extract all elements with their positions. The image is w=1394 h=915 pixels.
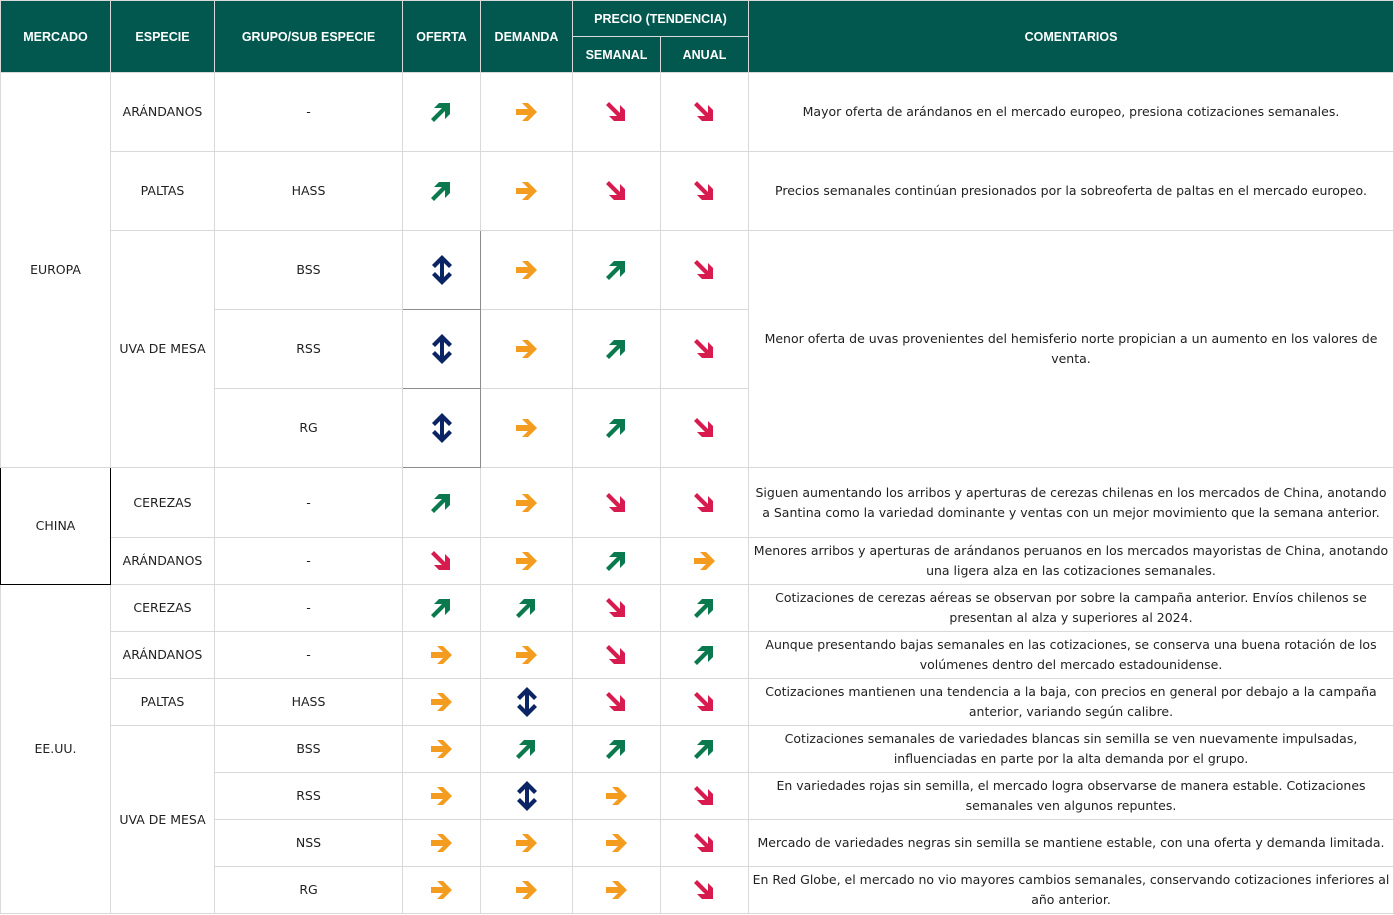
down-arrow-icon xyxy=(429,548,455,574)
demanda-cell xyxy=(481,231,573,310)
grupo-cell: BSS xyxy=(215,726,403,773)
oferta-cell xyxy=(403,468,481,538)
down-arrow-icon xyxy=(604,595,630,621)
demanda-cell xyxy=(481,73,573,152)
up-arrow-icon xyxy=(604,336,630,362)
right-arrow-icon xyxy=(429,877,455,903)
down-arrow-icon xyxy=(692,830,718,856)
up-down-arrow-icon xyxy=(429,412,455,444)
header-comentarios: COMENTARIOS xyxy=(749,1,1394,73)
comentario-cell: Mayor oferta de arándanos en el mercado europeo, presiona cotizaciones semanales. xyxy=(749,73,1394,152)
header-grupo: GRUPO/SUB ESPECIE xyxy=(215,1,403,73)
especie-cell: ARÁNDANOS xyxy=(111,538,215,585)
right-arrow-icon xyxy=(604,877,630,903)
down-arrow-icon xyxy=(692,257,718,283)
right-arrow-icon xyxy=(429,689,455,715)
especie-cell: CEREZAS xyxy=(111,585,215,632)
grupo-cell: - xyxy=(215,632,403,679)
up-arrow-icon xyxy=(429,595,455,621)
semanal-cell xyxy=(573,538,661,585)
demanda-cell xyxy=(481,585,573,632)
comentario-cell: Menor oferta de uvas provenientes del hemisferio norte propician a un aumento en los valores de venta. xyxy=(749,231,1394,468)
header-anual: ANUAL xyxy=(661,37,749,73)
table-row xyxy=(1,632,1394,679)
right-arrow-icon xyxy=(514,336,540,362)
comentario-cell: Cotizaciones de cerezas aéreas se observan por sobre la campaña anterior. Envíos chilenos se presentan al alza y superiores al 2024. xyxy=(749,585,1394,632)
table-row xyxy=(1,152,1394,231)
right-arrow-icon xyxy=(514,642,540,668)
anual-cell xyxy=(661,389,749,468)
header-semanal: SEMANAL xyxy=(573,37,661,73)
right-arrow-icon xyxy=(514,257,540,283)
comentario-cell: En Red Globe, el mercado no vio mayores cambios semanales, conservando cotizaciones inferiores al año anterior. xyxy=(749,867,1394,914)
grupo-cell: - xyxy=(215,468,403,538)
demanda-cell xyxy=(481,773,573,820)
up-down-arrow-icon xyxy=(429,333,455,365)
up-arrow-icon xyxy=(604,257,630,283)
semanal-cell xyxy=(573,152,661,231)
anual-cell xyxy=(661,820,749,867)
especie-cell: ARÁNDANOS xyxy=(111,632,215,679)
table-row xyxy=(1,585,1394,632)
anual-cell xyxy=(661,585,749,632)
market-china: CHINA xyxy=(1,468,111,585)
anual-cell xyxy=(661,468,749,538)
anual-cell xyxy=(661,231,749,310)
up-arrow-icon xyxy=(692,642,718,668)
demanda-cell xyxy=(481,152,573,231)
oferta-cell xyxy=(403,773,481,820)
especie-cell: UVA DE MESA xyxy=(111,231,215,468)
semanal-cell xyxy=(573,468,661,538)
oferta-cell xyxy=(403,310,481,389)
semanal-cell xyxy=(573,73,661,152)
right-arrow-icon xyxy=(429,783,455,809)
header-demanda: DEMANDA xyxy=(481,1,573,73)
comentario-cell: Cotizaciones mantienen una tendencia a la baja, con precios en general por debajo a la campaña anterior, variando según calibre. xyxy=(749,679,1394,726)
grupo-cell: - xyxy=(215,73,403,152)
oferta-cell xyxy=(403,73,481,152)
up-arrow-icon xyxy=(429,490,455,516)
anual-cell xyxy=(661,152,749,231)
header-mercado: MERCADO xyxy=(1,1,111,73)
right-arrow-icon xyxy=(514,830,540,856)
down-arrow-icon xyxy=(604,490,630,516)
down-arrow-icon xyxy=(604,178,630,204)
market-eeuu: EE.UU. xyxy=(1,585,111,914)
semanal-cell xyxy=(573,820,661,867)
comentario-cell: Menores arribos y aperturas de arándanos peruanos en los mercados mayoristas de China, anotando una ligera alza en las cotizaciones semanales. xyxy=(749,538,1394,585)
header-oferta: OFERTA xyxy=(403,1,481,73)
up-arrow-icon xyxy=(429,178,455,204)
header-precio: PRECIO (TENDENCIA) xyxy=(573,1,749,37)
comentario-cell: Precios semanales continúan presionados por la sobreoferta de paltas en el mercado europeo. xyxy=(749,152,1394,231)
up-arrow-icon xyxy=(692,736,718,762)
comentario-cell: Cotizaciones semanales de variedades blancas sin semilla se ven nuevamente impulsadas, influenciadas en parte por la alta demanda por el grupo. xyxy=(749,726,1394,773)
comentario-cell: Aunque presentando bajas semanales en las cotizaciones, se conserva una buena rotación de los volúmenes dentro del mercado estadounidense. xyxy=(749,632,1394,679)
semanal-cell xyxy=(573,585,661,632)
grupo-cell: - xyxy=(215,538,403,585)
right-arrow-icon xyxy=(604,783,630,809)
right-arrow-icon xyxy=(429,736,455,762)
anual-cell xyxy=(661,679,749,726)
grupo-cell: RG xyxy=(215,867,403,914)
down-arrow-icon xyxy=(692,783,718,809)
down-arrow-icon xyxy=(692,877,718,903)
semanal-cell xyxy=(573,867,661,914)
market-europa: EUROPA xyxy=(1,73,111,468)
oferta-cell xyxy=(403,585,481,632)
right-arrow-icon xyxy=(514,99,540,125)
semanal-cell xyxy=(573,726,661,773)
oferta-cell xyxy=(403,231,481,310)
demanda-cell xyxy=(481,310,573,389)
demanda-cell xyxy=(481,726,573,773)
right-arrow-icon xyxy=(429,830,455,856)
semanal-cell xyxy=(573,679,661,726)
anual-cell xyxy=(661,773,749,820)
grupo-cell: RSS xyxy=(215,310,403,389)
semanal-cell xyxy=(573,632,661,679)
down-arrow-icon xyxy=(604,99,630,125)
semanal-cell xyxy=(573,310,661,389)
oferta-cell xyxy=(403,679,481,726)
demanda-cell xyxy=(481,468,573,538)
comentario-cell: En variedades rojas sin semilla, el mercado logra observarse de manera estable. Cotizaciones semanales ven algunos repuntes. xyxy=(749,773,1394,820)
anual-cell xyxy=(661,310,749,389)
especie-cell: ARÁNDANOS xyxy=(111,73,215,152)
down-arrow-icon xyxy=(692,99,718,125)
oferta-cell xyxy=(403,726,481,773)
especie-cell: CEREZAS xyxy=(111,468,215,538)
down-arrow-icon xyxy=(604,642,630,668)
comentario-cell: Siguen aumentando los arribos y aperturas de cerezas chilenas en los mercados de China, anotando a Santina como la variedad dominante y ventas con un mejor movimiento que la semana anterior. xyxy=(749,468,1394,538)
especie-cell: UVA DE MESA xyxy=(111,726,215,914)
anual-cell xyxy=(661,73,749,152)
anual-cell xyxy=(661,867,749,914)
oferta-cell xyxy=(403,632,481,679)
down-arrow-icon xyxy=(692,689,718,715)
demanda-cell xyxy=(481,867,573,914)
grupo-cell: RSS xyxy=(215,773,403,820)
comentario-cell: Mercado de variedades negras sin semilla se mantiene estable, con una oferta y demanda limitada. xyxy=(749,820,1394,867)
table-row xyxy=(1,231,1394,310)
up-arrow-icon xyxy=(604,548,630,574)
anual-cell xyxy=(661,726,749,773)
up-arrow-icon xyxy=(604,736,630,762)
grupo-cell: RG xyxy=(215,389,403,468)
anual-cell xyxy=(661,538,749,585)
demanda-cell xyxy=(481,632,573,679)
up-down-arrow-icon xyxy=(514,686,540,718)
grupo-cell: BSS xyxy=(215,231,403,310)
demanda-cell xyxy=(481,538,573,585)
demanda-cell xyxy=(481,389,573,468)
down-arrow-icon xyxy=(604,689,630,715)
grupo-cell: HASS xyxy=(215,679,403,726)
oferta-cell xyxy=(403,152,481,231)
up-arrow-icon xyxy=(692,595,718,621)
oferta-cell xyxy=(403,538,481,585)
semanal-cell xyxy=(573,773,661,820)
demanda-cell xyxy=(481,820,573,867)
grupo-cell: HASS xyxy=(215,152,403,231)
oferta-cell xyxy=(403,389,481,468)
down-arrow-icon xyxy=(692,336,718,362)
semanal-cell xyxy=(573,231,661,310)
down-arrow-icon xyxy=(692,178,718,204)
right-arrow-icon xyxy=(514,415,540,441)
right-arrow-icon xyxy=(692,548,718,574)
right-arrow-icon xyxy=(429,642,455,668)
table-row xyxy=(1,726,1394,773)
up-down-arrow-icon xyxy=(429,254,455,286)
right-arrow-icon xyxy=(514,490,540,516)
grupo-cell: - xyxy=(215,585,403,632)
table-row xyxy=(1,679,1394,726)
up-arrow-icon xyxy=(514,595,540,621)
right-arrow-icon xyxy=(514,877,540,903)
up-down-arrow-icon xyxy=(514,780,540,812)
table-row xyxy=(1,538,1394,585)
oferta-cell xyxy=(403,820,481,867)
up-arrow-icon xyxy=(604,415,630,441)
demanda-cell xyxy=(481,679,573,726)
down-arrow-icon xyxy=(692,490,718,516)
especie-cell: PALTAS xyxy=(111,679,215,726)
anual-cell xyxy=(661,632,749,679)
table-row xyxy=(1,73,1394,152)
especie-cell: PALTAS xyxy=(111,152,215,231)
table-row xyxy=(1,468,1394,538)
up-arrow-icon xyxy=(429,99,455,125)
right-arrow-icon xyxy=(514,178,540,204)
down-arrow-icon xyxy=(692,415,718,441)
semanal-cell xyxy=(573,389,661,468)
header-especie: ESPECIE xyxy=(111,1,215,73)
up-arrow-icon xyxy=(514,736,540,762)
right-arrow-icon xyxy=(514,548,540,574)
right-arrow-icon xyxy=(604,830,630,856)
oferta-cell xyxy=(403,867,481,914)
grupo-cell: NSS xyxy=(215,820,403,867)
